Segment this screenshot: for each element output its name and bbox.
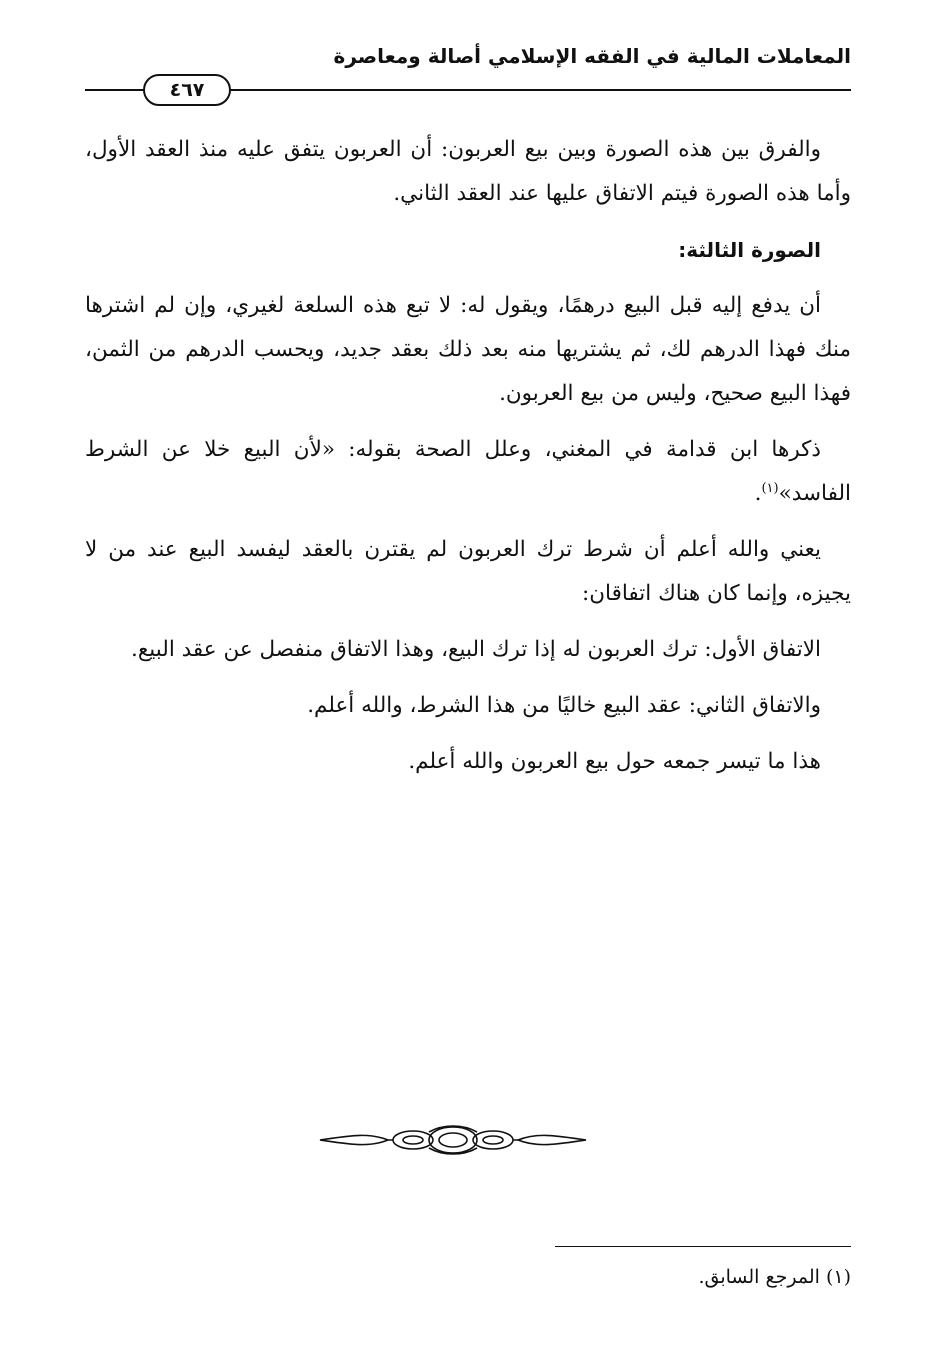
footnote-number: (١) xyxy=(825,1266,851,1288)
footnote-reference: (١) xyxy=(761,480,779,496)
footnote-separator xyxy=(555,1246,851,1247)
decorative-divider-ornament xyxy=(318,1122,588,1158)
page-body xyxy=(85,128,851,796)
footnote xyxy=(698,1262,851,1292)
page-header xyxy=(85,40,851,110)
paragraph-4: يعني والله أعلم أن شرط ترك العربون لم يقترن بالعقد ليفسد البيع عند من لا يجيزه، وإنما كان هناك اتفاقان: xyxy=(85,537,851,606)
paragraph-1: والفرق بين هذه الصورة وبين بيع العربون: أن العربون يتفق عليه منذ العقد الأول، وأما هذه الصورة فيتم الاتفاق عليها عند العقد الثاني. xyxy=(85,137,851,206)
paragraph-2: أن يدفع إليه قبل البيع درهمًا، ويقول له: لا تبع هذه السلعة لغيري، وإن لم اشترها منك فهذا الدرهم لك، ثم يشتريها منه بعد ذلك بعقد جديد، ويحسب الدرهم من الثمن، فهذا البيع صحيح، وليس من بيع العربون. xyxy=(85,293,851,406)
paragraph-5: الاتفاق الأول: ترك العربون له إذا ترك البيع، وهذا الاتفاق منفصل عن عقد البيع. xyxy=(131,637,821,662)
footnote-text: المرجع السابق. xyxy=(698,1266,820,1288)
paragraph-6: والاتفاق الثاني: عقد البيع خاليًا من هذا الشرط، والله أعلم. xyxy=(307,693,821,718)
running-title: المعاملات المالية في الفقه الإسلامي أصالة ومعاصرة xyxy=(333,44,851,68)
paragraph-3: ذكرها ابن قدامة في المغني، وعلل الصحة بقوله: «لأن البيع خلا عن الشرط الفاسد»$^{(١)}$. xyxy=(85,437,851,506)
paragraph-7: هذا ما تيسر جمعه حول بيع العربون والله أعلم. xyxy=(408,749,821,774)
section-heading: الصورة الثالثة: xyxy=(678,238,821,262)
paragraph-3-text: ذكرها ابن قدامة في المغني، وعلل الصحة بقوله: «لأن البيع خلا عن الشرط الفاسد» xyxy=(85,437,851,506)
page-number: ٤٦٧ xyxy=(143,74,231,106)
